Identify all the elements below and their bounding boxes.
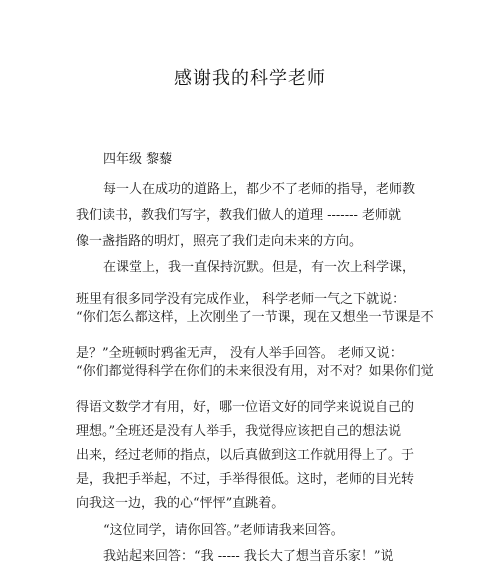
body-line: 像一盏指路的明灯，照亮了我们走向未来的方向。	[76, 234, 363, 249]
body-line: 是，我把手举起，不过，手举得很低。这时，老师的目光转	[76, 472, 415, 487]
author-line: 四年级 黎藜	[103, 152, 173, 167]
body-line: 我站起来回答：“我 ----- 我长大了想当音乐家！”说	[103, 549, 394, 564]
body-line: “这位同学，请你回答。”老师请我来回答。	[103, 523, 344, 538]
body-line: “你们都觉得科学在你们的未来很没有用，对不对？如果你们觉	[76, 364, 434, 379]
body-line: “你们怎么都这样，上次刚坐了一节课，现在又想坐一节课是不	[76, 310, 434, 325]
document-title: 感谢我的科学老师	[174, 68, 326, 89]
body-line: 是？”全班顿时鸦雀无声， 没有人举手回答。 老师又说：	[76, 346, 403, 361]
body-line: 出来，经过老师的指点，以后真做到这工作就用得上了。于	[76, 448, 415, 463]
body-line: 得语文数学才有用，好，哪一位语文好的同学来说说自己的	[76, 400, 415, 415]
body-line: 我们读书，教我们写字，教我们做人的道理 ------- 老师就	[76, 208, 402, 223]
body-line: 向我这一边，我的心“怦怦”直跳着。	[76, 496, 285, 511]
body-line: 每一人在成功的道路上，都少不了老师的指导，老师教	[103, 182, 416, 197]
body-line: 在课堂上，我一直保持沉默。但是，有一次上科学课，	[103, 260, 416, 275]
body-line: 班里有很多同学没有完成作业， 科学老师一气之下就说：	[76, 292, 406, 307]
body-line: 理想。”全班还是没有人举手，我觉得应该把自己的想法说	[76, 424, 402, 439]
